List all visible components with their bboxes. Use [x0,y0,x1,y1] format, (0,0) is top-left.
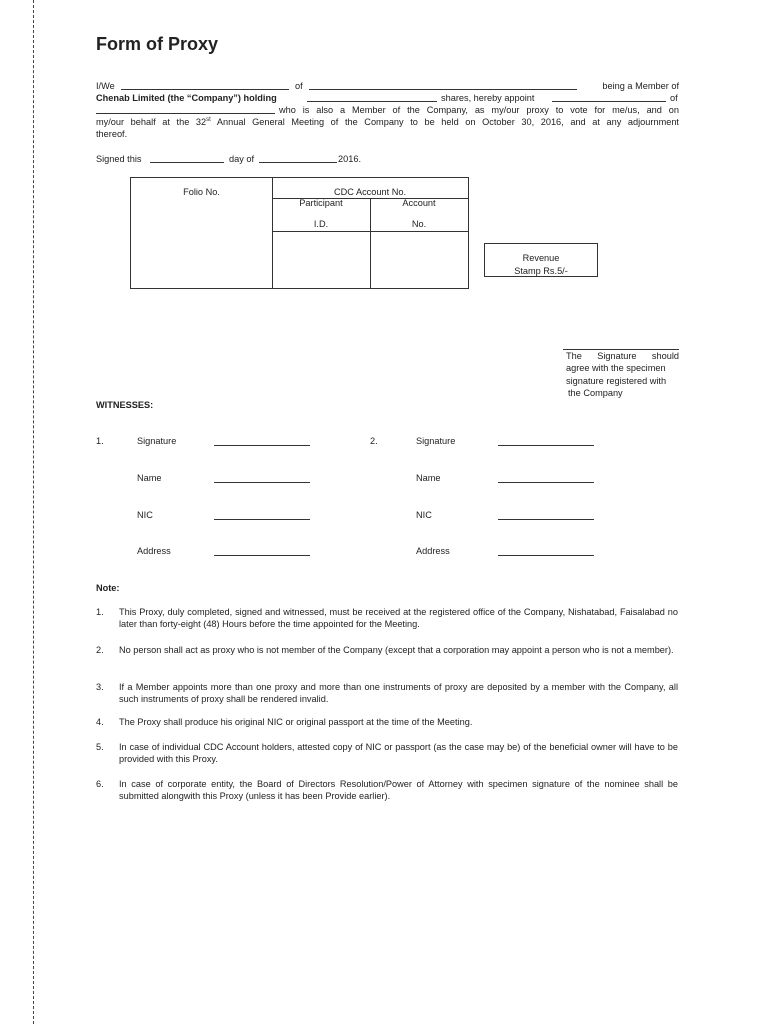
witness-1-address-label: Address [137,546,171,556]
note-item [96,742,678,766]
intro-of-1: of [295,81,303,91]
signed-year: 2016. [338,154,361,164]
account-header: Account [402,198,436,208]
note-text: The Proxy shall produce his original NIC or original passport at the time of the Meeting. [119,717,473,727]
stamp-line-1: Revenue [522,253,560,263]
note-number: 1. [96,607,104,617]
folio-header: Folio No. [183,187,220,197]
note-item [96,779,678,803]
participant-header: Participant [299,198,343,208]
intro-who-is: who is also a Member of the Company, as my/our proxy to vote for me/us, and on [279,105,679,115]
folio-entry-cell[interactable] [131,198,272,288]
intro-shares-appoint: shares, hereby appoint [441,93,535,103]
witness-1-name-label: Name [137,473,162,483]
intro-being-member: being a Member of [602,81,679,91]
signature-note-line: the Company [568,387,623,398]
intro-of-2: of [670,93,678,103]
signature-note-line: agree with the specimen [566,363,666,374]
note-item [96,607,678,631]
appointee-address-field[interactable] [96,105,275,114]
intro-company: Chenab Limited (the “Company”) holding [96,93,277,103]
witnesses-heading: WITNESSES: [96,400,154,410]
notes-heading: Note: [96,583,120,593]
appointee-name-field[interactable] [552,93,666,102]
intro-behalf [96,116,679,128]
intro-i-we: I/We [96,81,115,91]
witness-1-signature-label: Signature [137,436,177,446]
page-title: Form of Proxy [96,34,219,54]
witness-1-nic-label: NIC [137,510,153,520]
signature-note-line: signature registered with [566,375,667,386]
signature-note [566,350,679,399]
witness-2-number: 2. [370,436,378,446]
note-text: In case of individual CDC Account holders, attested copy of NIC or passport (as the case may be) of the beneficial owner will have to be provided with this Proxy. [119,742,678,764]
signed-day-of: day of [229,154,255,164]
witness-1-name-field[interactable] [214,482,310,483]
cut-line [33,0,34,1024]
note-number: 2. [96,645,104,655]
participant-id-entry-cell[interactable] [273,232,370,288]
signed-prefix: Signed this [96,154,142,164]
participant-id-header: I.D. [313,219,329,229]
note-text: This Proxy, duly completed, signed and witnessed, must be received at the registered office of the Company, Nishatabad, Faisalabad no later than forty-eight (48) Hours before the time appointed for the Meeting. [119,607,678,629]
note-item [96,682,678,706]
note-item [96,717,678,729]
account-no-header: No. [411,219,427,229]
witness-2-nic-label: NIC [416,510,432,520]
note-text: No person shall act as proxy who is not member of the Company (except that a corporation may appoint a person who is not a member). [119,645,674,655]
note-item [96,645,678,669]
note-number: 5. [96,742,104,752]
account-no-entry-cell[interactable] [371,232,468,288]
intro-behalf-post: Annual General Meeting of the Company to be held on October 30, 2016, and at any adjournment [210,117,679,127]
witness-2-name-label: Name [416,473,441,483]
note-number: 4. [96,717,104,727]
name-field[interactable] [121,81,289,90]
signature-note-line: The Signature should [566,351,679,361]
witness-1-number: 1. [96,436,104,446]
note-number: 6. [96,779,104,789]
folio-cdc-table [130,177,469,289]
intro-behalf-sup: st [206,116,211,123]
witness-2-nic-field[interactable] [498,519,594,520]
signed-day-field[interactable] [150,154,224,163]
witness-1-address-field[interactable] [214,555,310,556]
note-text: If a Member appoints more than one proxy and more than one instruments of proxy are deposited by a member with the Company, all such instruments of proxy shall be rendered invalid. [119,682,678,704]
witness-2-signature-label: Signature [416,436,456,446]
witness-2-address-label: Address [416,546,450,556]
cdc-header: CDC Account No. [334,187,406,197]
signed-month-field[interactable] [259,154,337,163]
intro-behalf-pre: my/our behalf at the 32 [96,117,207,127]
witness-2-name-field[interactable] [498,482,594,483]
note-text: In case of corporate entity, the Board of Directors Resolution/Power of Attorney with specimen signature of the nominee shall be submitted alongwith this Proxy (unless it has been Provide earlier). [119,779,678,801]
revenue-stamp-box [484,243,598,277]
intro-thereof: thereof. [96,129,128,139]
note-number: 3. [96,682,104,692]
shares-field[interactable] [307,93,437,102]
address-field[interactable] [309,81,577,90]
stamp-line-2: Stamp Rs.5/- [514,265,568,276]
witness-1-signature-field[interactable] [214,445,310,446]
witness-2-address-field[interactable] [498,555,594,556]
witness-1-nic-field[interactable] [214,519,310,520]
witness-2-signature-field[interactable] [498,445,594,446]
